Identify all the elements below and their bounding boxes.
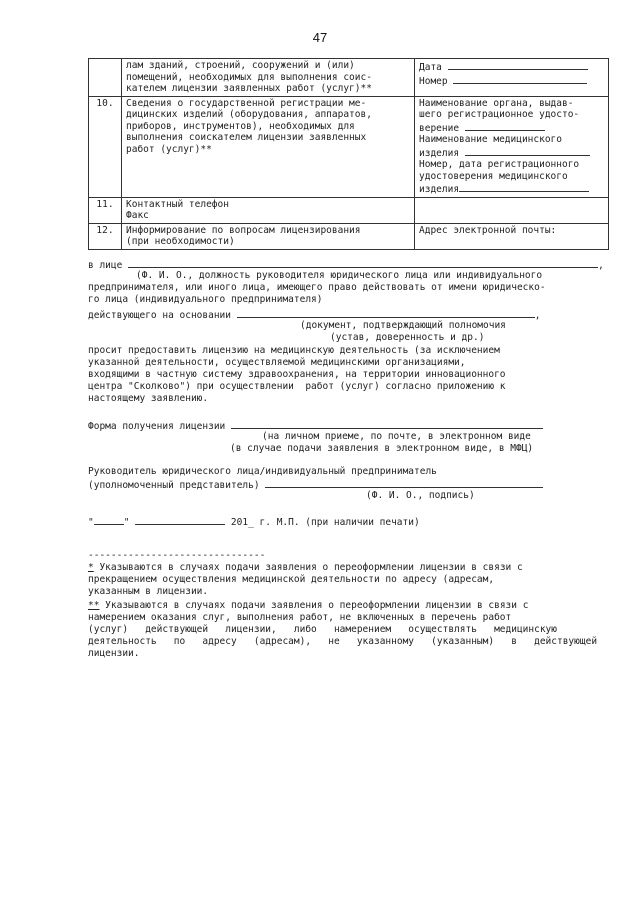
table-row [89,59,609,97]
fio-note: (Ф. И. О., должность руководителя юридического лица или индивидуального [136,270,543,281]
row-description [122,223,415,249]
row-number [89,59,122,97]
date-label: Дата [419,62,442,73]
row-description [122,59,415,97]
footnote-text: намерением оказания слуг, выполнения работ, не включенных в перечень работ [88,612,512,623]
in-person-field[interactable] [128,258,598,268]
row-text: выполнения соискателем лицензии заявленных [126,132,367,143]
request-text: указанной деятельности, осуществляемой медицинскими организациями, [88,357,466,368]
authority-label: шего регистрационное удосто- [419,109,580,120]
basis-field[interactable] [237,308,535,318]
request-text: настоящему заявлению. [88,393,209,404]
row-text: дицинских изделий (оборудования, аппаратов, [126,109,372,120]
row-number: 12. [89,223,122,249]
row-value [415,59,609,97]
acting-label: действующего на основании [88,310,231,321]
contact-value[interactable] [415,197,609,223]
rep-label: (уполномоченный представитель) [88,480,260,491]
number-label: Номер [419,75,448,87]
footnote-text: прекращением осуществления медицинской деятельности по адресу (адресам, [88,574,495,585]
row-text: помещений, необходимых для выполнения соис- [126,71,372,83]
document-note: (устав, доверенность и др.) [330,332,485,343]
footnote-mark: ** [88,600,100,611]
device-name-label: Наименование медицинского [419,134,562,145]
cert-label: удостоверения медицинского [419,170,568,182]
footnote-text: лицензии. [88,648,140,659]
footnote-text: (услуг) действующей лицензии, либо намерением осуществлять медицинскую [88,624,557,635]
device-name-label: изделия [419,147,460,159]
table-row [89,223,609,249]
seal-label: М.П. (при наличии печати) [276,517,420,528]
phone-label: Контактный телефон [126,198,229,210]
footnote-separator: ------------------------------- [88,550,266,561]
row-value [415,96,609,197]
document-note: (документ, подтверждающий полномочия [300,320,506,331]
email-label[interactable]: Адрес электронной почты: [415,223,609,249]
fio-note: предпринимателя, или иного лица, имеющего право действовать от имени юридическо- [88,282,546,293]
footnote-1 [88,562,611,574]
row-number: 11. [89,197,122,223]
request-text: просит предоставить лицензию на медицинскую деятельность (за исключением [88,345,500,356]
form-note: (на личном приеме, по почте, в электронном виде [262,431,531,442]
table-row [89,197,609,223]
cert-field[interactable] [459,182,589,192]
cert-label: Номер, дата регистрационного [419,159,580,170]
month-field[interactable] [135,515,225,525]
year-label: 201_ г. [230,517,271,528]
row-text: Информирование по вопросам лицензирования [126,224,361,236]
signature-field[interactable] [265,478,543,488]
date-field[interactable] [448,60,588,70]
page-number: 47 [312,30,328,45]
head-line: Руководитель юридического лица/индивидуальный предприниматель [88,466,437,477]
row-text: работ (услуг)** [126,143,212,155]
footnote-mark: * [88,562,94,573]
device-name-field[interactable] [465,146,590,156]
row-text: кателем лицензии заявленных работ (услуг)** [126,83,372,94]
row-text: Сведения о государственной регистрации ме- [126,97,367,109]
acting-line: действующего на основании , [88,310,541,321]
number-field[interactable] [453,74,587,84]
row-text: (при необходимости) [126,236,235,247]
authority-label: верение [419,122,460,134]
fio-note: го лица (индивидуального предпринимателя) [88,294,323,305]
cert-label: изделия [419,184,460,195]
footnote-text: Указываются в случаях подачи заявления о переоформлении лицензии в связи с [93,562,523,573]
row-description [122,96,415,197]
request-text: входящими в частную систему здравоохранения, на территории инновационного [88,369,506,380]
footnote-text: деятельность по адресу (адресам), не указанному (указанным) в действующей [88,636,598,647]
table-row [89,96,609,197]
footnote-text: Указываются в случаях подачи заявления о переоформлении лицензии в связи с [99,600,529,611]
authority-field[interactable] [465,121,545,131]
form-field[interactable] [231,419,543,429]
sign-note: (Ф. И. О., подпись) [366,490,475,501]
footnote-2 [88,600,611,612]
authority-label: Наименование органа, выдав- [419,97,574,109]
license-form-table [88,58,609,250]
date-line: " " 201_ г. М.П. (при наличии печати) [88,517,420,528]
fax-label: Факс [126,210,149,221]
form-note: (в случае подачи заявления в электронном виде, в МФЦ) [230,443,534,454]
row-text: лам зданий, строений, сооружений и (или) [126,60,355,71]
row-number: 10. [89,96,122,197]
form-label: Форма получения лицензии [88,421,226,432]
in-person-label: в лице [88,260,123,271]
row-text: приборов, инструментов), необходимых для [126,120,355,132]
footnote-text: указанным в лицензии. [88,586,209,597]
request-text: центра "Сколково") при осуществлении работ (услуг) согласно приложению к [88,381,506,392]
in-person-line: в лице , [88,260,604,271]
day-field[interactable] [94,515,124,525]
row-description [122,197,415,223]
